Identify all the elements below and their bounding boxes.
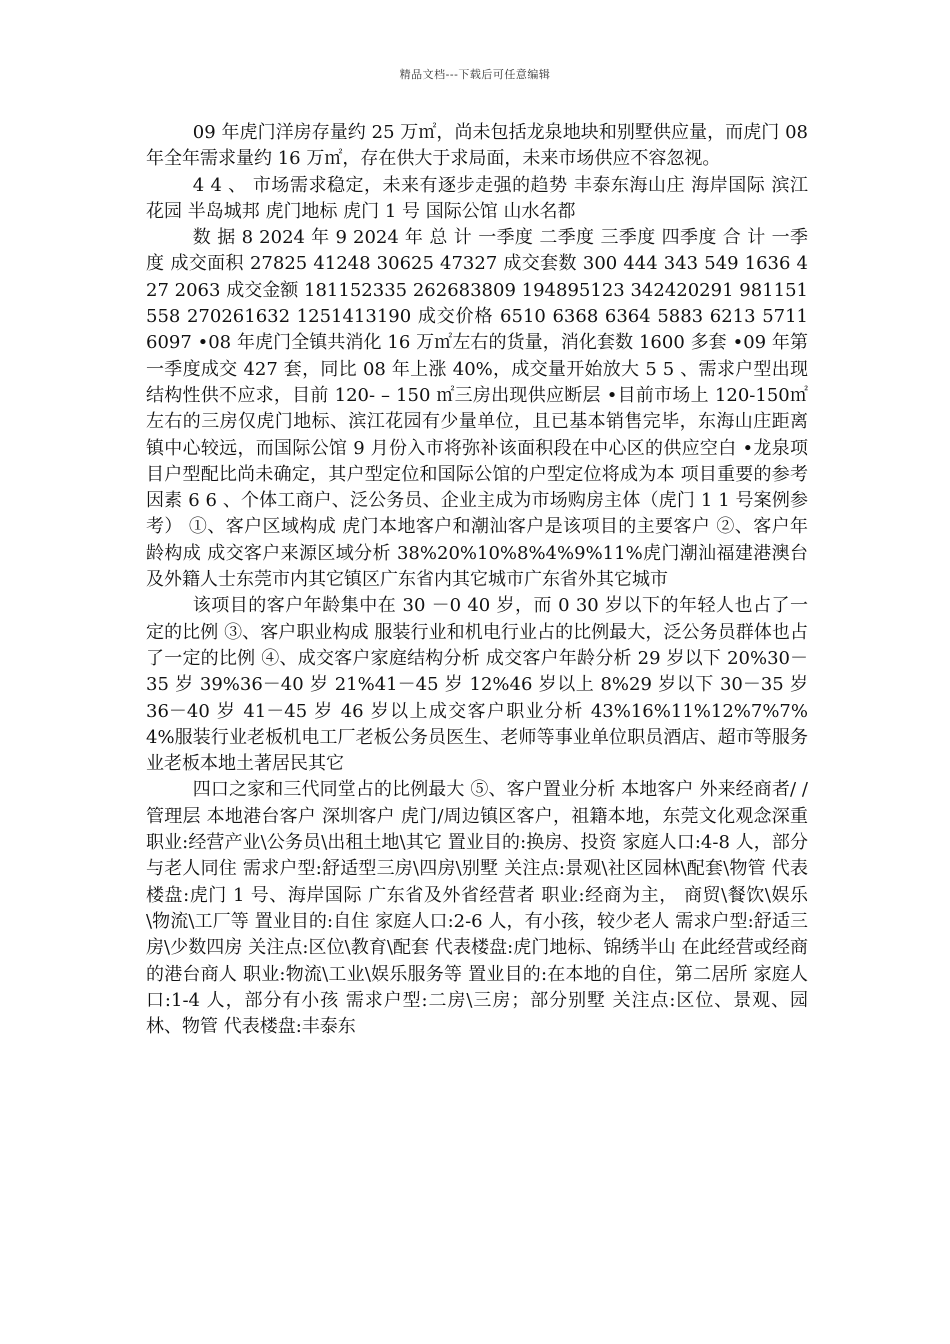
paragraph-customer-age: 该项目的客户年龄集中在 30 －0 40 岁，而 0 30 岁以下的年轻人也占了一定的比例 ③、客户职业构成 服装行业和机电行业占的比例最大，泛公务员群体也占了一定的比例 ④、成交客户家庭结构分析 成交客户年龄分析 29 岁以下 20%30－35 岁 39%36－40 岁 21%41－45 岁 12%46 岁以上 8%29 岁以下 30－35 岁 36－40 岁 41－45 岁 46 岁以上成交客户职业分析 43%16%11%12%7%7%4%服装行业老板机电工厂老板公务员医生、老师等事业单位职员酒店、超市等服务业老板本地土著居民其它	[146, 595, 808, 775]
paragraph-transaction-data: 数 据 8 2024 年 9 2024 年 总 计 一季度 二季度 三季度 四季度 合 计 一季度 成交面积 27825 41248 30625 47327 成交套数 300 444 343 549 1636 427 2063 成交金额 181152335 262683809 194895123 342420291 981151558 270261632 1251413190 成交价格 6510 6368 6364 5883 6213 5711 6097 •08 年虎门全镇共消化 16 万㎡左右的货量，消化套数 1600 多套 •09 年第一季度成交 427 套，同比 08 年上涨 40%，成交量开始放大 5 5 、需求户型出现结构性供不应求，目前 120- – 150 ㎡三房出现供应断层 •目前市场上 120-150㎡左右的三房仅虎门地标、滨江花园有少量单位，且已基本销售完毕，东海山庄距离镇中心较远，而国际公馆 9 月份入市将弥补该面积段在中心区的供应空白 •龙泉项目户型配比尚未确定，其户型定位和国际公馆的户型定位将成为本 项目重要的参考因素 6 6 、个体工商户、泛公务员、企业主成为市场购房主体（虎门 1 1 号案例参考） ①、客户区域构成 虎门本地客户和潮汕客户是该项目的主要客户 ②、客户年龄构成 成交客户来源区域分析 38%20%10%8%4%9%11%虎门潮汕福建港澳台及外籍人士东莞市内其它镇区广东省内其它城市广东省外其它城市	[146, 227, 808, 591]
paragraph-supply: 09 年虎门洋房存量约 25 万㎡，尚未包括龙泉地块和别墅供应量，而虎门 08 年全年需求量约 16 万㎡，存在供大于求局面，未来市场供应不容忽视。	[146, 122, 808, 170]
document-body	[146, 120, 808, 1040]
paragraph-demand-trend: 4 4 、 市场需求稳定，未来有逐步走强的趋势 丰泰东海山庄 海岸国际 滨江花园 半岛城邦 虎门地标 虎门 1 号 国际公馆 山水名都	[146, 174, 808, 222]
paragraph-customer-analysis: 四口之家和三代同堂占的比例最大 ⑤、客户置业分析 本地客户 外来经商者/ / 管理层 本地港台客户 深圳客户 虎门/周边镇区客户，祖籍本地，东莞文化观念深重 职业:经营产业\公务员\出租土地\其它 置业目的:换房、投资 家庭人口:4-8 人，部分与老人同住 需求户型:舒适型三房\四房\别墅 关注点:景观\社区园林\配套\物管 代表楼盘:虎门 1 号、海岸国际 广东省及外省经营者 职业:经商为主， 商贸\餐饮\娱乐\物流\工厂等 置业目的:自住 家庭人口:2-6 人，有小孩，较少老人 需求户型:舒适三房\少数四房 关注点:区位\教育\配套 代表楼盘:虎门地标、锦绣半山 在此经营或经商的港台商人 职业:物流\工业\娱乐服务等 置业目的:在本地的自住，第二居所 家庭人口:1-4 人，部分有小孩 需求户型:二房\三房；部分别墅 关注点:区位、景观、园林、物管 代表楼盘:丰泰东	[146, 779, 808, 1038]
page-header: 精品文档---下载后可任意编辑	[399, 68, 551, 81]
